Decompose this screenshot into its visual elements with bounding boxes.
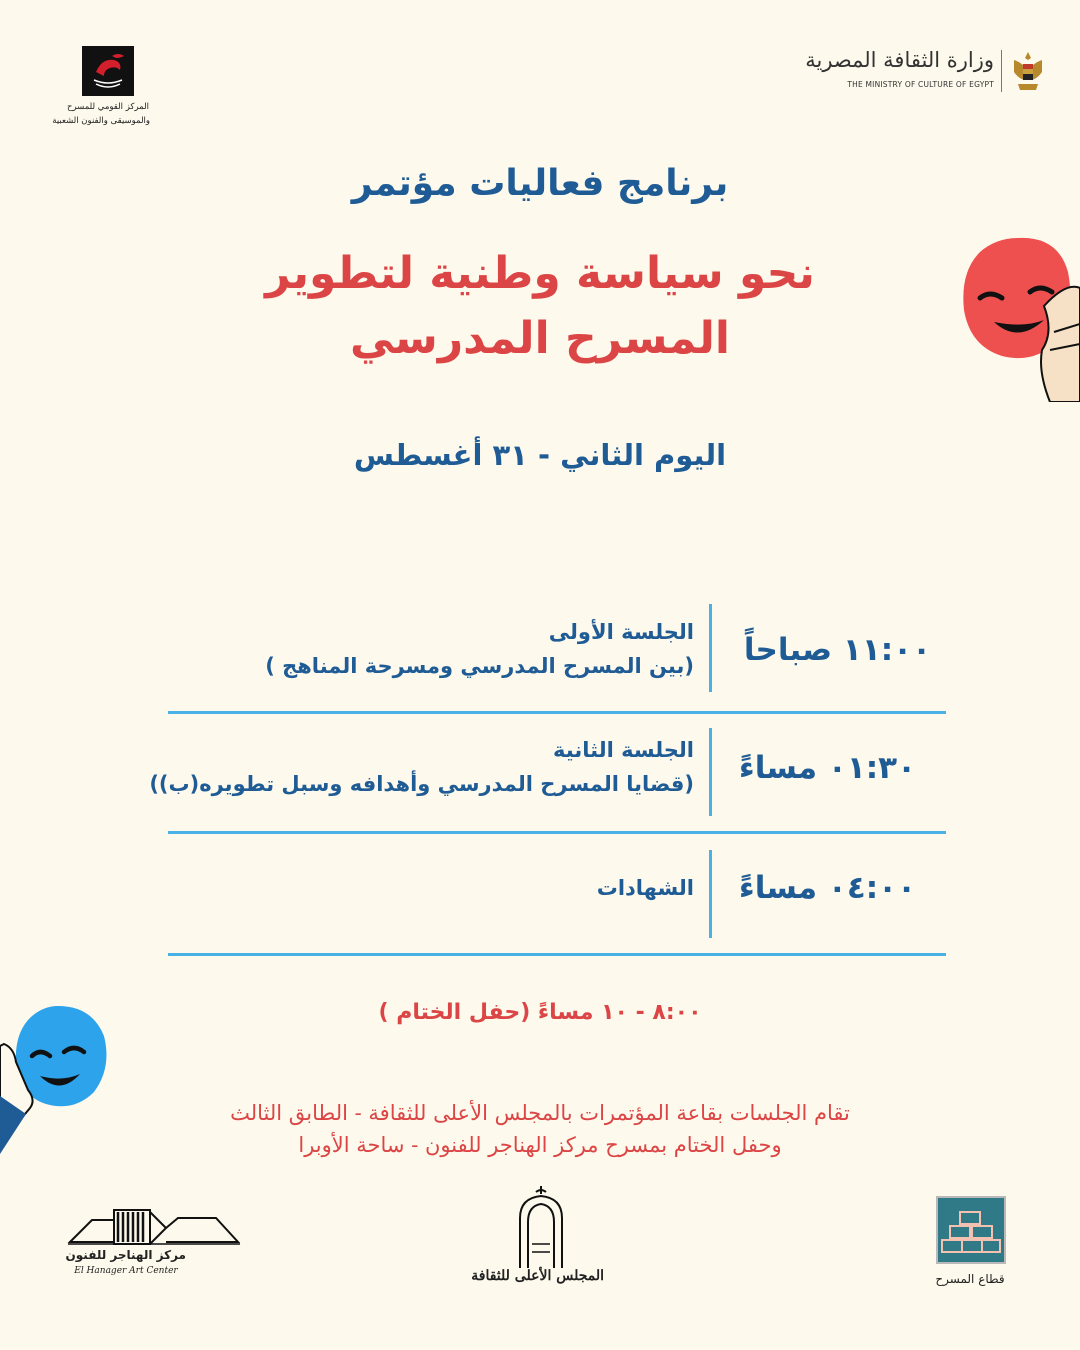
- session-subtitle: (بين المسرح المدرسي ومسرحة المناهج ): [265, 654, 694, 678]
- schedule-row: [149, 728, 946, 816]
- program-heading: برنامج فعاليات مؤتمر: [351, 163, 729, 204]
- theatre-center-name-line2: والموسيقى والفنون الشعبية: [52, 116, 150, 126]
- hanager-building-icon: [66, 1208, 242, 1248]
- session-title: الجلسة الأولى: [548, 620, 694, 644]
- session-time: ١١:٠٠ صباحاً: [743, 632, 931, 668]
- row-separator: [168, 831, 946, 834]
- row-divider-vertical: [709, 604, 712, 692]
- day-date-label: اليوم الثاني - ٣١ أغسطس: [353, 438, 727, 472]
- theatre-center-mark: [82, 46, 134, 96]
- sector-emblem: [936, 1196, 1006, 1264]
- supreme-council-of-culture-logo: [471, 1184, 604, 1300]
- council-name: المجلس الأعلى للثقافة: [471, 1268, 604, 1284]
- red-swirl-icon: [82, 46, 134, 96]
- ministry-english-name: THE MINISTRY OF CULTURE OF EGYPT: [847, 80, 994, 89]
- hanager-arabic-name: مركز الهناجر للفنون: [65, 1248, 186, 1262]
- ministry-arabic-name: وزارة الثقافة المصرية: [805, 48, 994, 72]
- stacked-blocks-icon: [938, 1198, 1004, 1262]
- theatre-center-name-line1: المركز القومي للمسرح: [66, 102, 150, 112]
- conference-title-line1: نحو سياسة وطنية لتطوير: [265, 248, 815, 299]
- sector-name: قطاع المسرح: [935, 1272, 1005, 1286]
- session-title: الشهادات: [596, 876, 694, 900]
- session-time: ٠٤:٠٠ مساءً: [738, 870, 916, 906]
- theatre-sector-logo: [928, 1192, 1012, 1292]
- session-time: ٠١:٣٠ مساءً: [738, 750, 916, 786]
- arch-icon: [514, 1184, 568, 1268]
- conference-title-line2: المسرح المدرسي: [350, 313, 730, 364]
- national-theatre-center-logo: [52, 44, 150, 140]
- row-separator: [168, 711, 946, 714]
- el-hanager-art-center-logo: [66, 1208, 242, 1280]
- row-divider-vertical: [709, 728, 712, 816]
- venue-note-line2: وحفل الختام بمسرح مركز الهناجر للفنون - ساحة الأوبرا: [298, 1133, 782, 1157]
- session-title: الجلسة الثانية: [553, 738, 694, 762]
- session-subtitle: (قضايا المسرح المدرسي وأهدافه وسبل تطويره(ب)): [149, 772, 694, 796]
- schedule-row: [168, 604, 946, 692]
- ministry-of-culture-logo: [805, 44, 1046, 100]
- venue-note-line1: تقام الجلسات بقاعة المؤتمرات بالمجلس الأعلى للثقافة - الطابق الثالث: [230, 1101, 850, 1125]
- schedule-row: [168, 850, 946, 938]
- logo-divider: [1001, 50, 1002, 92]
- row-divider-vertical: [709, 850, 712, 938]
- row-separator: [168, 953, 946, 956]
- closing-ceremony-time: ٨:٠٠ - ١٠ مساءً (حفل الختام ): [378, 1000, 702, 1025]
- blue-smiley-mask-icon: [0, 1004, 110, 1154]
- egypt-eagle-icon: [1010, 50, 1046, 94]
- hanager-english-name: El Hanager Art Center: [74, 1266, 178, 1276]
